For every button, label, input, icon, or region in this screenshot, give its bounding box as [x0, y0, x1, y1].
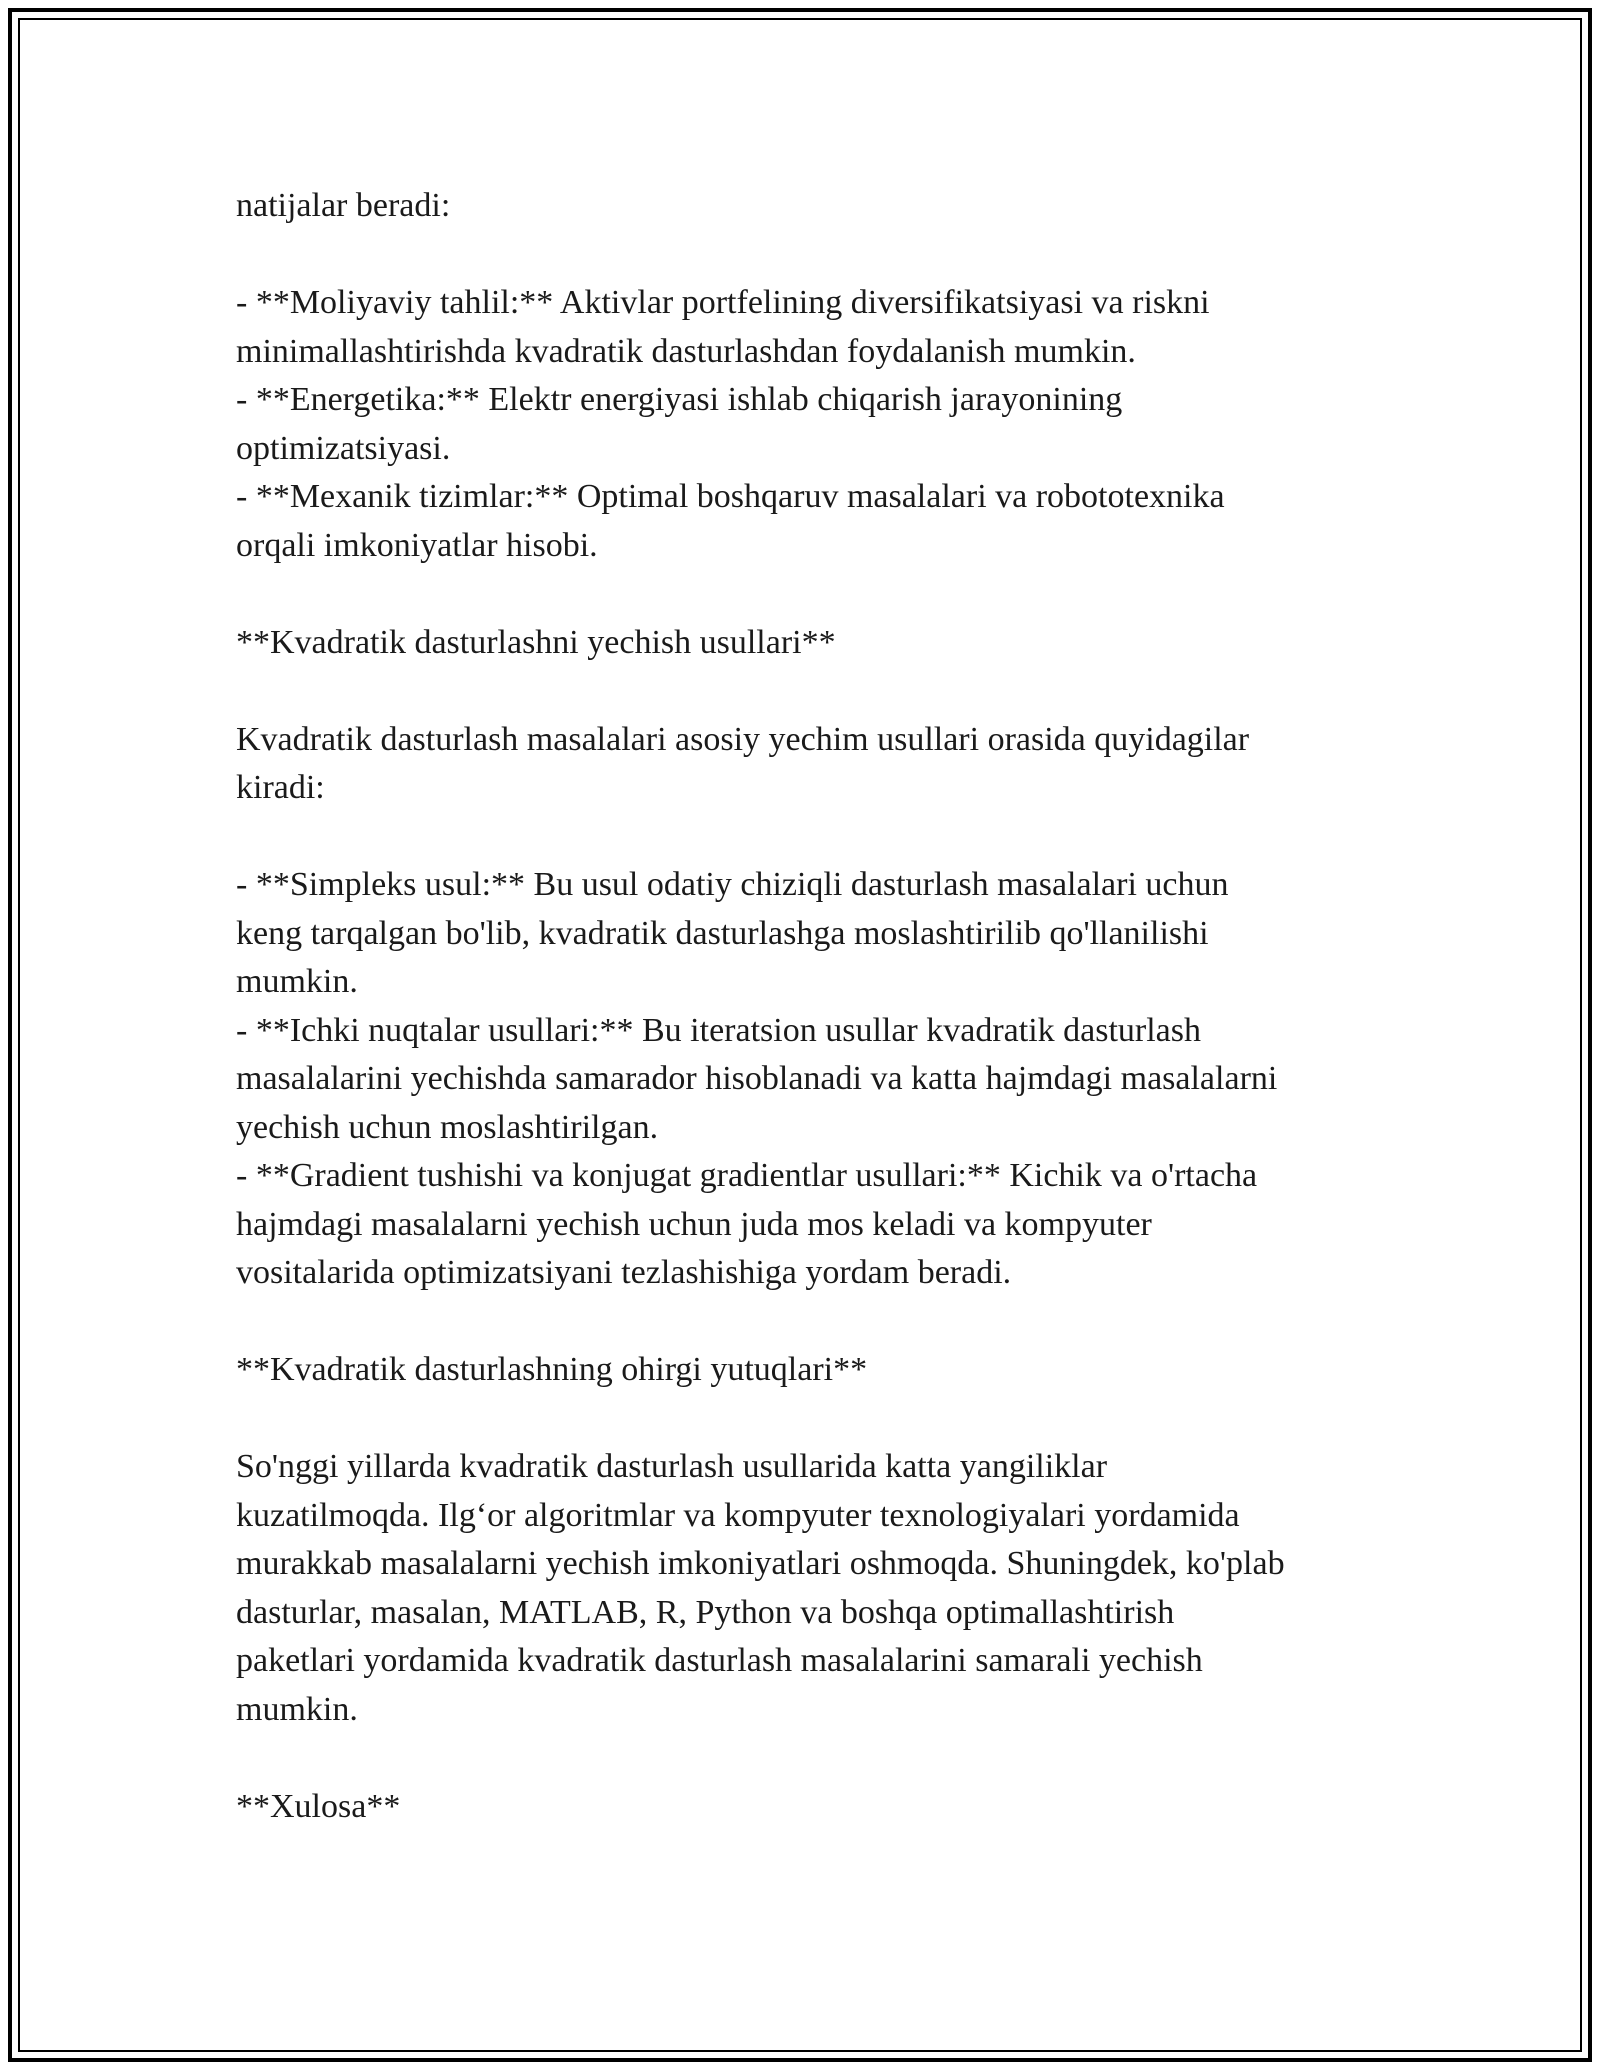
paragraph-line: kuzatilmoqda. Ilg‘or algoritmlar va kompyuter texnologiyalari yordamida [236, 1496, 1240, 1534]
list-item [236, 861, 1386, 1007]
paragraph-line: kiradi: [236, 769, 325, 806]
list-item [236, 376, 1386, 473]
list-item [236, 279, 1386, 376]
list-item-line: minimallashtirishda kvadratik dasturlashdan foydalanish mumkin. [236, 332, 1136, 370]
list-item-line: keng tarqalgan bo'lib, kvadratik dasturlashga moslashtirilib qo'llanilishi [236, 914, 1209, 952]
list-item-line: - **Ichki nuqtalar usullari:** Bu iteratsion usullar kvadratik dasturlash [236, 1011, 1201, 1049]
list-item-line: yechish uchun moslashtirilgan. [236, 1108, 659, 1146]
list-item-line: orqali imkoniyatlar hisobi. [236, 526, 598, 564]
applications-list [236, 279, 1386, 570]
intro-line: natijalar beradi: [236, 187, 451, 224]
list-item-line: - **Mexanik tizimlar:** Optimal boshqaruv masalalari va robototexnika [236, 478, 1225, 515]
achievements-paragraph [236, 1443, 1386, 1734]
list-item-line: - **Gradient tushishi va konjugat gradientlar usullari:** Kichik va o'rtacha [236, 1157, 1258, 1194]
list-item [236, 473, 1386, 570]
list-item-line: masalalarini yechishda samarador hisoblanadi va katta hajmdagi masalalarni [236, 1060, 1278, 1097]
conclusion-heading: **Xulosa** [236, 1787, 401, 1825]
paragraph-line: mumkin. [236, 1690, 358, 1728]
document-body [236, 182, 1386, 1831]
paragraph-line: So'nggi yillarda kvadratik dasturlash usullarida katta yangiliklar [236, 1448, 1108, 1485]
list-item-line: - **Energetika:** Elektr energiyasi ishlab chiqarish jarayonining [236, 381, 1123, 418]
list-item-line: vositalarida optimizatsiyani tezlashishiga yordam beradi. [236, 1254, 1012, 1291]
list-item-line: - **Moliyaviy tahlil:** Aktivlar portfelining diversifikatsiyasi va riskni [236, 284, 1210, 321]
list-item [236, 1152, 1386, 1298]
paragraph-line: Kvadratik dasturlash masalalari asosiy yechim usullari orasida quyidagilar [236, 720, 1250, 758]
achievements-heading: **Kvadratik dasturlashning ohirgi yutuqlari** [236, 1351, 868, 1388]
list-item [236, 1007, 1386, 1153]
list-item-line: hajmdagi masalalarni yechish uchun juda mos keladi va kompyuter [236, 1205, 1152, 1243]
methods-heading: **Kvadratik dasturlashni yechish usullari** [236, 623, 836, 661]
list-item-line: optimizatsiyasi. [236, 429, 451, 467]
paragraph-line: paketlari yordamida kvadratik dasturlash masalalarini samarali yechish [236, 1642, 1203, 1679]
list-item-line: - **Simpleks usul:** Bu usul odatiy chiziqli dasturlash masalalari uchun [236, 866, 1229, 903]
paragraph-line: murakkab masalalarni yechish imkoniyatlari oshmoqda. Shuningdek, ko'plab [236, 1545, 1285, 1582]
methods-intro-paragraph [236, 716, 1386, 813]
list-item-line: mumkin. [236, 963, 358, 1000]
paragraph-line: dasturlar, masalan, MATLAB, R, Python va boshqa optimallashtirish [236, 1593, 1175, 1631]
methods-list [236, 861, 1386, 1298]
